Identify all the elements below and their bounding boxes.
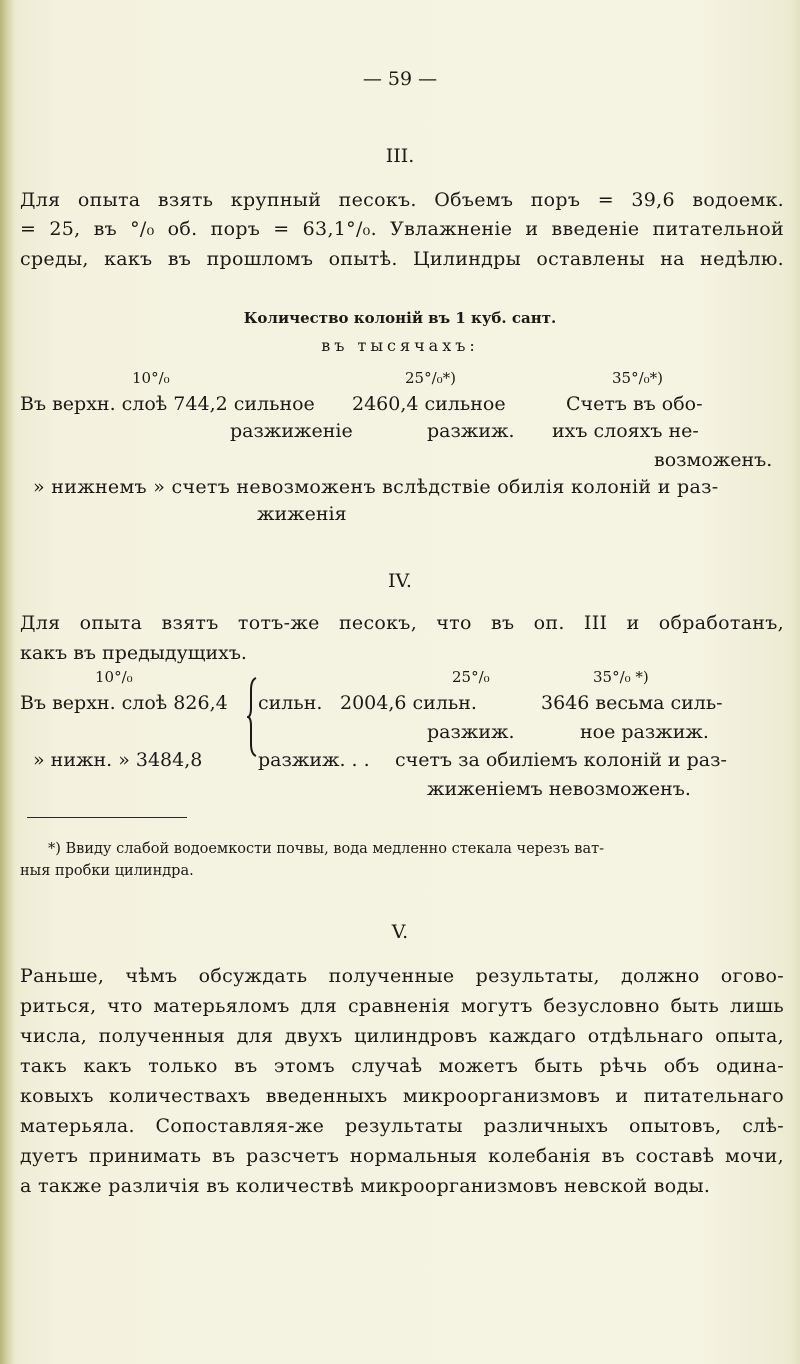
iv-row-mid-c2: разжиж. — [427, 721, 515, 743]
section-heading-4: IV. — [388, 570, 412, 592]
section3-line-1: Для опыта взять крупный песокъ. Объемъ поръ = 39,6 водоемк. — [20, 189, 784, 211]
row-upper-label: Въ верхн. слоѣ 744,2 сильное — [20, 393, 315, 415]
section4-line-2: какъ въ предыдущихъ. — [20, 642, 247, 664]
curly-brace-icon — [247, 676, 261, 758]
col-header-10: 10°/₀ — [132, 369, 170, 387]
iv-col-header-10: 10°/₀ — [95, 668, 133, 686]
section5-line-5: ковыхъ количествахъ введенныхъ микроорганизмовъ и питательнаго — [20, 1085, 784, 1107]
page-number: — 59 — — [362, 68, 438, 90]
row-upper-c1-line2: разжиженіе — [230, 420, 353, 442]
footnote-line-2: ныя пробки цилиндра. — [20, 863, 194, 879]
iv-row-lower-line2: жиженіемъ невозможенъ. — [427, 778, 691, 800]
iv-row-upper-mid: сильн. — [258, 692, 323, 714]
section5-line-8: а также различія въ количествѣ микроорганизмовъ невской воды. — [20, 1175, 711, 1197]
row-upper-c2: 2460,4 сильное — [352, 393, 506, 415]
page-spine-shadow — [0, 0, 14, 1364]
iv-col-header-25: 25°/₀ — [452, 668, 490, 686]
section5-line-2: риться, что матерьяломъ для сравненія могутъ безусловно быть лишь — [20, 995, 784, 1017]
row-lower-line1: » нижнемъ » счетъ невозможенъ вслѣдствіе обилія колоній и раз- — [33, 476, 719, 498]
footnote-divider — [27, 817, 187, 818]
iv-row-lower-mid: разжиж. . . — [258, 749, 370, 771]
row-lower-line2: жиженія — [257, 503, 347, 525]
section3-line-3: среды, какъ въ прошломъ опытѣ. Цилиндры оставлены на недѣлю. — [20, 248, 784, 270]
section3-line-2: = 25, въ °/₀ об. поръ = 63,1°/₀. Увлажненіе и введеніе питательной — [20, 218, 784, 240]
iv-row-lower-right: счетъ за обиліемъ колоній и раз- — [395, 749, 727, 771]
iv-row-lower-left: » нижн. » 3484,8 — [33, 749, 203, 771]
row-upper-c3-line2: ихъ слояхъ не- — [552, 420, 699, 442]
row-upper-c3-line1: Счетъ въ обо- — [566, 393, 703, 415]
section5-line-4: такъ какъ только въ этомъ случаѣ можетъ быть рѣчь объ одина- — [20, 1055, 784, 1077]
section-heading-3: III. — [385, 145, 415, 167]
iv-row-mid-c3: ное разжиж. — [580, 721, 709, 743]
section-heading-5: V. — [391, 921, 409, 943]
footnote-line-1: *) Ввиду слабой водоемкости почвы, вода медленно стекала черезъ ват- — [48, 841, 605, 857]
iv-col-header-35: 35°/₀ *) — [593, 668, 649, 686]
iv-row-upper-c3: 3646 весьма силь- — [541, 692, 723, 714]
iv-row-upper-left: Въ верхн. слоѣ 826,4 — [20, 692, 228, 714]
col-header-35: 35°/₀*) — [612, 369, 664, 387]
col-header-25: 25°/₀*) — [405, 369, 457, 387]
section5-line-6: матерьяла. Сопоставляя-же результаты различныхъ опытовъ, слѣ- — [20, 1115, 784, 1137]
row-upper-c3-line3: возможенъ. — [654, 449, 773, 471]
section5-line-3: числа, полученныя для двухъ цилиндровъ каждаго отдѣльнаго опыта, — [20, 1025, 784, 1047]
table-subtitle: въ тысячахъ: — [321, 336, 479, 355]
row-upper-c2-line2: разжиж. — [427, 420, 515, 442]
section4-line-1: Для опыта взятъ тотъ-же песокъ, что въ оп. III и обработанъ, — [20, 612, 784, 634]
section5-line-7: дуетъ принимать въ разсчетъ нормальныя колебанія въ составѣ мочи, — [20, 1145, 784, 1167]
iv-row-upper-c2: 2004,6 сильн. — [340, 692, 477, 714]
section5-line-1: Раньше, чѣмъ обсуждать полученные результаты, должно огово- — [20, 965, 784, 987]
table-title: Количество колоній въ 1 куб. сант. — [243, 309, 557, 327]
